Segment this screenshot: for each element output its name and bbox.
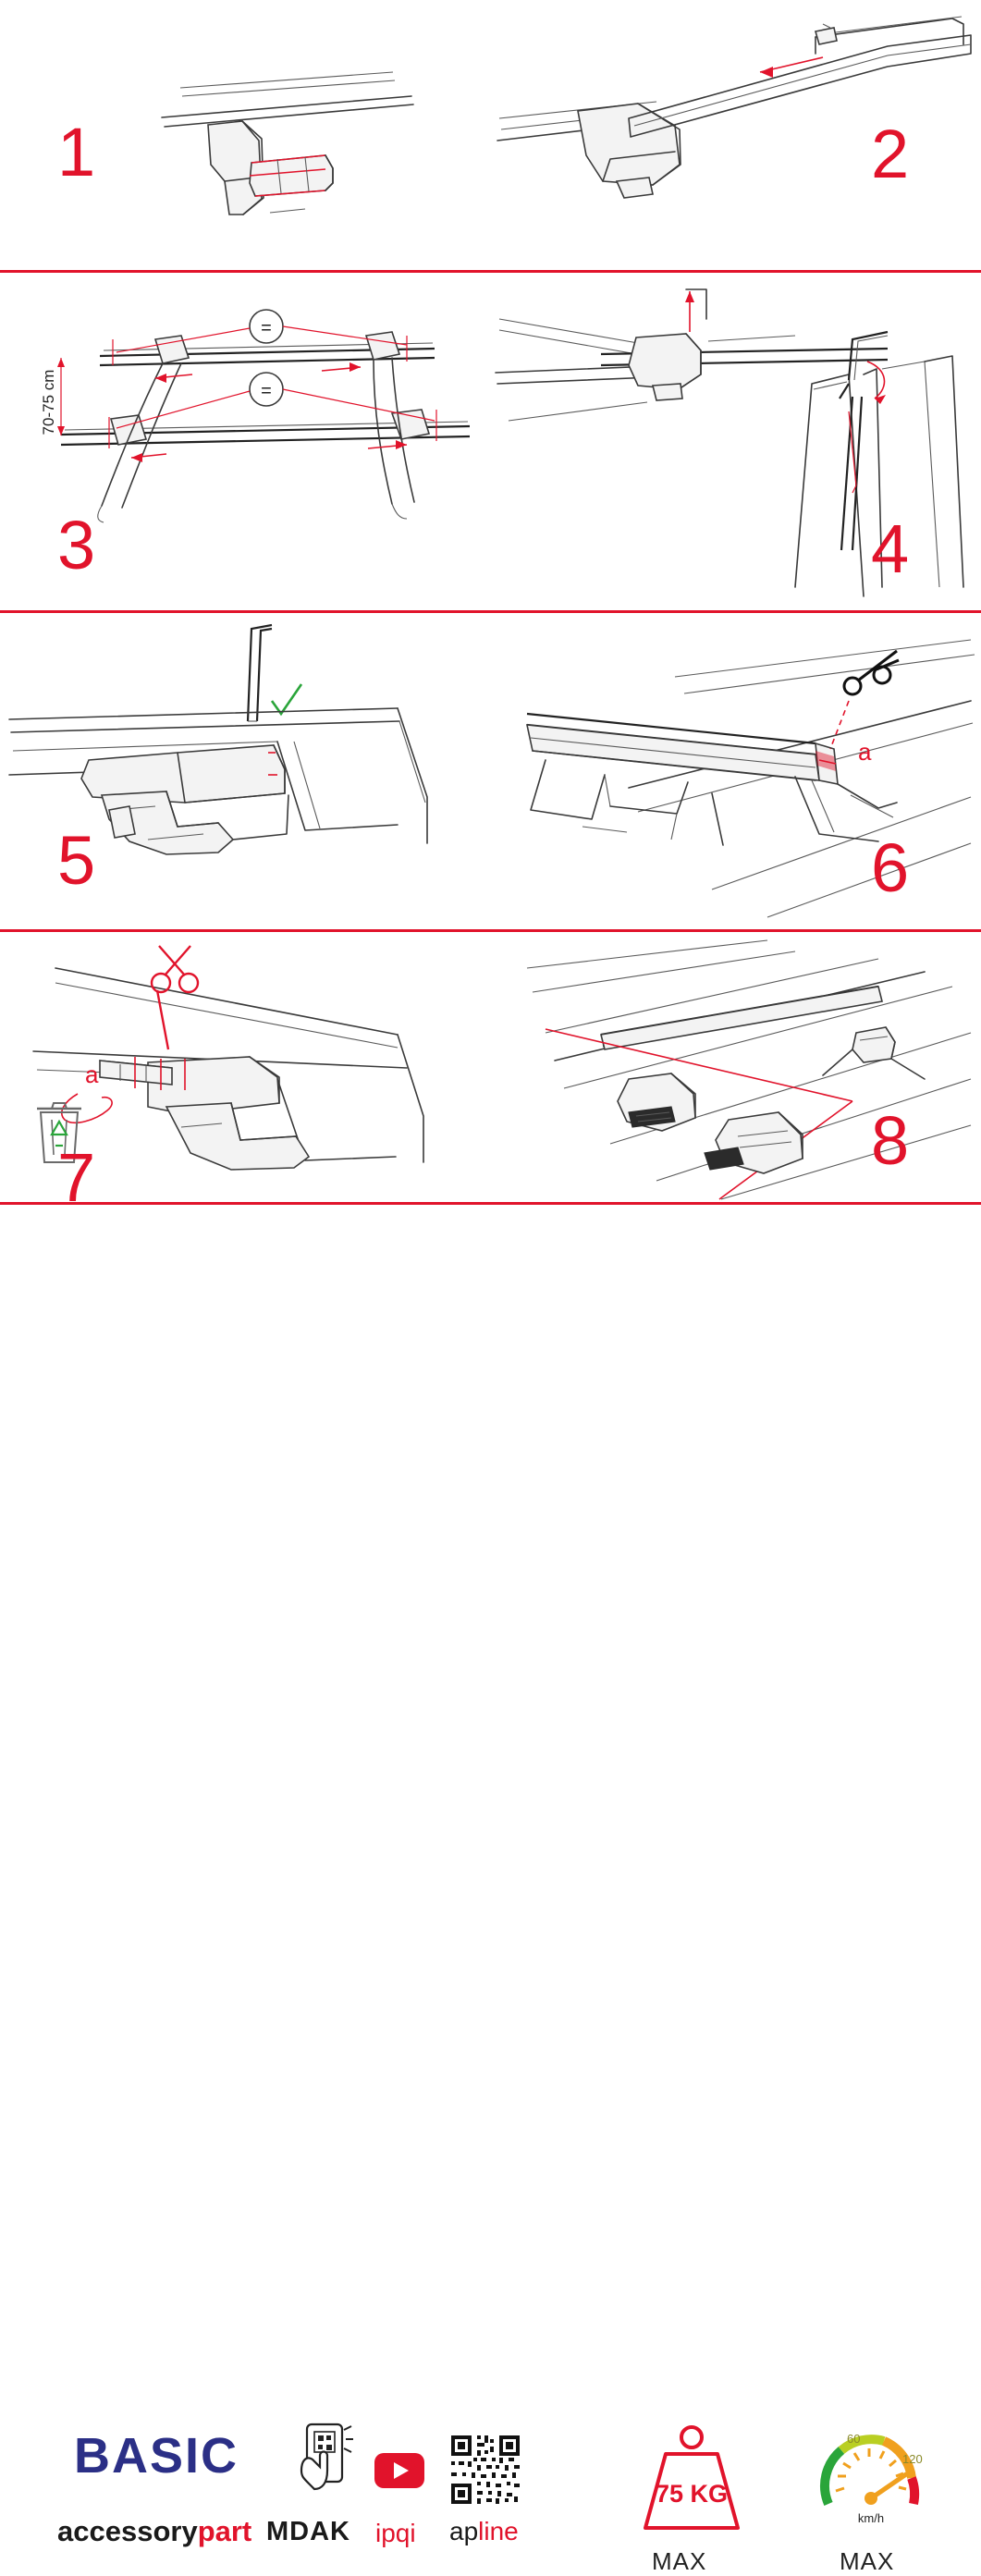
brand-accessorypart-logo [57, 2515, 251, 2548]
max-weight-label: MAX [652, 2547, 707, 2575]
panel-step-5 [0, 612, 490, 929]
step-number-4: 4 [871, 510, 910, 587]
max-weight-value: 75 KG [655, 2480, 729, 2508]
gauge-tick-60: 60 [847, 2432, 861, 2446]
equal-mark-top: = [261, 318, 272, 338]
callout-a-step-6: a [858, 738, 872, 766]
weight-icon [636, 2424, 747, 2537]
panel-step-4 [490, 273, 981, 610]
equal-mark-bottom: = [261, 381, 272, 401]
brand-accessory-text: accessory [57, 2515, 198, 2547]
panel-step-6 [490, 612, 981, 929]
footer-branding [0, 1202, 981, 2575]
step-number-3: 3 [57, 507, 96, 583]
spacing-dimension-label: 70-75 cm [40, 369, 57, 435]
brand-mdak-logo: MDAK [266, 2517, 350, 2546]
step-number-2: 2 [871, 116, 910, 192]
max-speed-label: MAX [840, 2547, 895, 2575]
panel-step-7 [0, 931, 490, 1202]
step-number-5: 5 [57, 822, 96, 899]
speedometer-icon [814, 2423, 934, 2537]
brand-ap-text: ap [449, 2517, 479, 2545]
panel-step-2 [490, 0, 981, 270]
step-number-1: 1 [57, 114, 96, 190]
scissors-icon [844, 651, 899, 694]
step-number-6: 6 [871, 829, 910, 906]
panel-step-3 [0, 273, 490, 610]
step-number-7: 7 [57, 1139, 96, 1202]
gauge-tick-120: 120 [902, 2452, 923, 2466]
panel-step-1 [0, 0, 490, 270]
qr-scan-phone-icon[interactable] [288, 2423, 357, 2508]
callout-a-step-7: a [85, 1061, 99, 1088]
youtube-icon[interactable] [374, 2452, 425, 2489]
qr-code-icon[interactable] [449, 2434, 521, 2506]
scissors-icon-red [152, 946, 198, 1049]
brand-ipqi-logo: ipqi [375, 2519, 416, 2547]
brand-basic-logo: BASIC [74, 2428, 239, 2484]
brand-part-text: part [197, 2515, 252, 2547]
brand-line-text: line [478, 2517, 519, 2545]
step-number-8: 8 [871, 1102, 910, 1179]
speed-unit-label: km/h [857, 2511, 885, 2525]
panel-step-8 [490, 931, 981, 1202]
brand-apline-logo [449, 2517, 519, 2546]
